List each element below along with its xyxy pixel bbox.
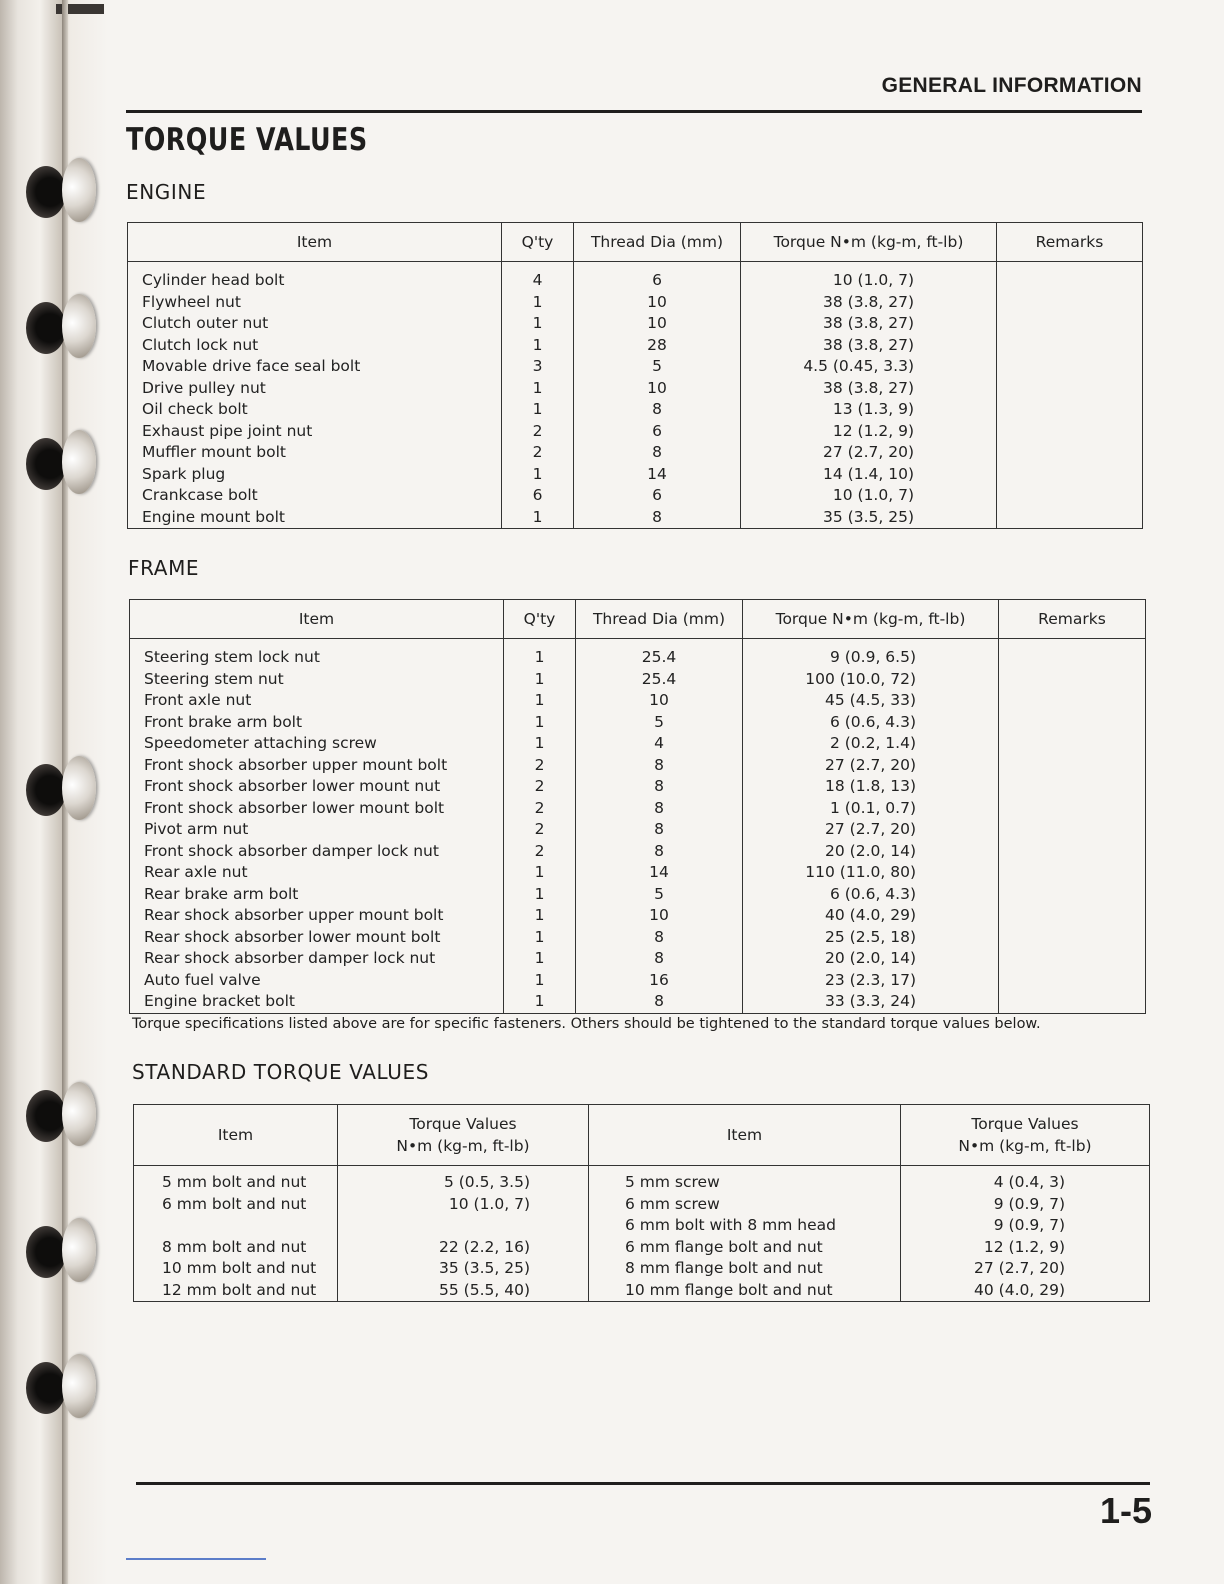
torque-cell: 13 (1.3, 9) — [741, 399, 997, 421]
column-header-remarks: Remarks — [999, 600, 1146, 639]
page-header — [126, 72, 1142, 113]
column-header-item: Item — [128, 223, 502, 262]
remarks-cell — [999, 991, 1146, 1013]
thread-cell: 6 — [574, 262, 741, 292]
qty-cell: 1 — [502, 335, 574, 357]
item-cell: Front shock absorber lower mount bolt — [130, 798, 504, 820]
torque-cell: 9 (0.9, 7) — [901, 1215, 1150, 1237]
remarks-cell — [997, 313, 1143, 335]
qty-cell: 1 — [502, 507, 574, 529]
item-cell: Movable drive face seal bolt — [128, 356, 502, 378]
item-cell: Rear shock absorber lower mount bolt — [130, 927, 504, 949]
remarks-cell — [999, 819, 1146, 841]
torque-cell: 6 (0.6, 4.3) — [743, 884, 999, 906]
thread-cell: 16 — [576, 970, 743, 992]
torque-cell: 40 (4.0, 29) — [901, 1280, 1150, 1302]
engine-title: ENGINE — [126, 180, 207, 204]
thread-cell: 10 — [574, 313, 741, 335]
item-cell: 6 mm bolt and nut — [134, 1194, 338, 1216]
table-row — [130, 639, 1146, 669]
torque-cell: 38 (3.8, 27) — [741, 313, 997, 335]
qty-cell: 1 — [504, 905, 576, 927]
torque-cell: 4.5 (0.45, 3.3) — [741, 356, 997, 378]
table-header-row — [130, 600, 1146, 639]
torque-cell: 27 (2.7, 20) — [901, 1258, 1150, 1280]
torque-cell: 18 (1.8, 13) — [743, 776, 999, 798]
torque-cell: 12 (1.2, 9) — [901, 1237, 1150, 1259]
torque-cell: 27 (2.7, 20) — [743, 819, 999, 841]
remarks-cell — [999, 712, 1146, 734]
torque-cell: 33 (3.3, 24) — [743, 991, 999, 1013]
column-header-torque: Torque N•m (kg-m, ft-lb) — [743, 600, 999, 639]
torque-header-line-2: N•m (kg-m, ft-lb) — [396, 1137, 530, 1155]
table-row — [128, 442, 1143, 464]
item-cell: 6 mm screw — [589, 1194, 901, 1216]
item-cell: Drive pulley nut — [128, 378, 502, 400]
thread-cell: 8 — [576, 755, 743, 777]
table-row — [128, 262, 1143, 292]
torque-cell: 22 (2.2, 16) — [338, 1237, 589, 1259]
remarks-cell — [999, 841, 1146, 863]
remarks-cell — [999, 755, 1146, 777]
binder-ring — [26, 1354, 100, 1420]
remarks-cell — [997, 421, 1143, 443]
table-row — [130, 733, 1146, 755]
thread-cell: 14 — [576, 862, 743, 884]
section-header: GENERAL INFORMATION — [881, 74, 1142, 97]
item-cell: Clutch lock nut — [128, 335, 502, 357]
table-row — [128, 356, 1143, 378]
table-row — [130, 712, 1146, 734]
qty-cell: 1 — [504, 948, 576, 970]
torque-cell: 23 (2.3, 17) — [743, 970, 999, 992]
remarks-cell — [997, 292, 1143, 314]
item-cell: 10 mm bolt and nut — [134, 1258, 338, 1280]
torque-cell: 27 (2.7, 20) — [743, 755, 999, 777]
item-cell: 12 mm bolt and nut — [134, 1280, 338, 1302]
remarks-cell — [999, 798, 1146, 820]
qty-cell: 1 — [502, 378, 574, 400]
torque-cell: 1 (0.1, 0.7) — [743, 798, 999, 820]
thread-cell: 8 — [574, 442, 741, 464]
item-cell: Steering stem nut — [130, 669, 504, 691]
thread-cell: 8 — [576, 927, 743, 949]
torque-note: Torque specifications listed above are for specific fasteners. Others should be tightened to the standard torque values below. — [132, 1016, 1041, 1032]
column-header-item-left: Item — [134, 1105, 338, 1166]
torque-cell: 38 (3.8, 27) — [741, 292, 997, 314]
thread-cell: 8 — [576, 776, 743, 798]
table-row — [128, 464, 1143, 486]
qty-cell: 2 — [504, 841, 576, 863]
thread-cell: 6 — [574, 421, 741, 443]
thread-cell: 25.4 — [576, 669, 743, 691]
thread-cell: 10 — [574, 378, 741, 400]
thread-cell: 8 — [576, 819, 743, 841]
column-header-qty: Q'ty — [504, 600, 576, 639]
item-cell — [134, 1215, 338, 1237]
item-cell: 8 mm bolt and nut — [134, 1237, 338, 1259]
torque-cell: 9 (0.9, 7) — [901, 1194, 1150, 1216]
table-row — [130, 927, 1146, 949]
remarks-cell — [999, 970, 1146, 992]
remarks-cell — [999, 639, 1146, 669]
torque-cell: 10 (1.0, 7) — [741, 262, 997, 292]
qty-cell: 1 — [504, 733, 576, 755]
item-cell: Cylinder head bolt — [128, 262, 502, 292]
table-row — [134, 1194, 1150, 1216]
item-cell: Exhaust pipe joint nut — [128, 421, 502, 443]
torque-cell: 40 (4.0, 29) — [743, 905, 999, 927]
table-header-row — [128, 223, 1143, 262]
table-row — [130, 669, 1146, 691]
qty-cell: 2 — [504, 798, 576, 820]
thread-cell: 5 — [576, 884, 743, 906]
page-tab-marker — [126, 1558, 266, 1560]
binder-ring — [26, 294, 100, 360]
remarks-cell — [999, 862, 1146, 884]
remarks-cell — [997, 335, 1143, 357]
binder-ring — [26, 1218, 100, 1284]
standard-torque-table — [133, 1104, 1150, 1302]
item-cell: Spark plug — [128, 464, 502, 486]
item-cell: Crankcase bolt — [128, 485, 502, 507]
item-cell: Oil check bolt — [128, 399, 502, 421]
qty-cell: 1 — [504, 639, 576, 669]
frame-torque-table — [129, 599, 1146, 1014]
thread-cell: 25.4 — [576, 639, 743, 669]
torque-header-line-1: Torque Values — [971, 1115, 1079, 1133]
standard-title: STANDARD TORQUE VALUES — [132, 1060, 430, 1084]
table-row — [128, 485, 1143, 507]
table-row — [134, 1258, 1150, 1280]
torque-cell: 14 (1.4, 10) — [741, 464, 997, 486]
remarks-cell — [999, 927, 1146, 949]
torque-header-line-1: Torque Values — [409, 1115, 517, 1133]
remarks-cell — [999, 905, 1146, 927]
page-title: TORQUE VALUES — [126, 122, 368, 158]
torque-cell: 110 (11.0, 80) — [743, 862, 999, 884]
torque-cell: 45 (4.5, 33) — [743, 690, 999, 712]
binder-ring — [26, 756, 100, 822]
torque-cell: 6 (0.6, 4.3) — [743, 712, 999, 734]
item-cell: Pivot arm nut — [130, 819, 504, 841]
thread-cell: 4 — [576, 733, 743, 755]
item-cell: 5 mm screw — [589, 1166, 901, 1194]
column-header-remarks: Remarks — [997, 223, 1143, 262]
binder-edge — [0, 0, 112, 1584]
thread-cell: 6 — [574, 485, 741, 507]
table-row — [130, 948, 1146, 970]
thread-cell: 8 — [574, 507, 741, 529]
item-cell: Rear shock absorber damper lock nut — [130, 948, 504, 970]
qty-cell: 2 — [502, 442, 574, 464]
table-row — [130, 776, 1146, 798]
table-row — [128, 421, 1143, 443]
table-row — [128, 313, 1143, 335]
qty-cell: 1 — [502, 464, 574, 486]
torque-cell: 10 (1.0, 7) — [338, 1194, 589, 1216]
qty-cell: 2 — [504, 776, 576, 798]
torque-cell: 55 (5.5, 40) — [338, 1280, 589, 1302]
remarks-cell — [999, 669, 1146, 691]
item-cell: Muffler mount bolt — [128, 442, 502, 464]
column-header-thread: Thread Dia (mm) — [576, 600, 743, 639]
item-cell: Front brake arm bolt — [130, 712, 504, 734]
qty-cell: 1 — [504, 712, 576, 734]
remarks-cell — [997, 399, 1143, 421]
table-row — [130, 991, 1146, 1013]
item-cell: Front shock absorber upper mount bolt — [130, 755, 504, 777]
qty-cell: 1 — [504, 970, 576, 992]
item-cell: 8 mm flange bolt and nut — [589, 1258, 901, 1280]
torque-cell: 38 (3.8, 27) — [741, 335, 997, 357]
remarks-cell — [997, 378, 1143, 400]
qty-cell: 1 — [504, 862, 576, 884]
table-row — [130, 755, 1146, 777]
qty-cell: 1 — [502, 292, 574, 314]
qty-cell: 1 — [502, 399, 574, 421]
column-header-qty: Q'ty — [502, 223, 574, 262]
item-cell: 6 mm bolt with 8 mm head — [589, 1215, 901, 1237]
table-row — [128, 335, 1143, 357]
item-cell: Clutch outer nut — [128, 313, 502, 335]
torque-cell: 2 (0.2, 1.4) — [743, 733, 999, 755]
thread-cell: 8 — [576, 948, 743, 970]
table-row — [130, 884, 1146, 906]
torque-cell: 100 (10.0, 72) — [743, 669, 999, 691]
remarks-cell — [997, 507, 1143, 529]
qty-cell: 2 — [504, 819, 576, 841]
thread-cell: 10 — [576, 690, 743, 712]
table-row — [130, 862, 1146, 884]
table-row — [128, 292, 1143, 314]
item-cell: Front axle nut — [130, 690, 504, 712]
torque-cell: 5 (0.5, 3.5) — [338, 1166, 589, 1194]
binder-ring — [26, 430, 100, 496]
qty-cell: 1 — [504, 991, 576, 1013]
table-row — [130, 798, 1146, 820]
thread-cell: 8 — [574, 399, 741, 421]
torque-cell: 38 (3.8, 27) — [741, 378, 997, 400]
table-row — [130, 690, 1146, 712]
table-row — [128, 507, 1143, 529]
table-row — [130, 819, 1146, 841]
qty-cell: 4 — [502, 262, 574, 292]
torque-cell — [338, 1215, 589, 1237]
item-cell: Speedometer attaching screw — [130, 733, 504, 755]
thread-cell: 10 — [576, 905, 743, 927]
column-header-torque: Torque N•m (kg-m, ft-lb) — [741, 223, 997, 262]
table-row — [134, 1280, 1150, 1302]
table-row — [134, 1237, 1150, 1259]
thread-cell: 8 — [576, 798, 743, 820]
qty-cell: 1 — [504, 690, 576, 712]
item-cell: Rear axle nut — [130, 862, 504, 884]
remarks-cell — [999, 948, 1146, 970]
remarks-cell — [999, 733, 1146, 755]
remarks-cell — [999, 690, 1146, 712]
remarks-cell — [999, 776, 1146, 798]
qty-cell: 3 — [502, 356, 574, 378]
frame-title: FRAME — [128, 556, 200, 580]
torque-cell: 25 (2.5, 18) — [743, 927, 999, 949]
item-cell: 5 mm bolt and nut — [134, 1166, 338, 1194]
torque-header-line-2: N•m (kg-m, ft-lb) — [958, 1137, 1092, 1155]
thread-cell: 5 — [576, 712, 743, 734]
table-row — [130, 841, 1146, 863]
thread-cell: 8 — [576, 841, 743, 863]
footer-rule — [136, 1482, 1150, 1485]
binder-ring — [26, 158, 100, 224]
table-row — [130, 905, 1146, 927]
thread-cell: 8 — [576, 991, 743, 1013]
item-cell: Auto fuel valve — [130, 970, 504, 992]
remarks-cell — [997, 442, 1143, 464]
qty-cell: 1 — [504, 927, 576, 949]
torque-cell: 20 (2.0, 14) — [743, 841, 999, 863]
remarks-cell — [997, 464, 1143, 486]
qty-cell: 2 — [504, 755, 576, 777]
item-cell: Flywheel nut — [128, 292, 502, 314]
item-cell: Steering stem lock nut — [130, 639, 504, 669]
item-cell: Rear shock absorber upper mount bolt — [130, 905, 504, 927]
item-cell: 6 mm flange bolt and nut — [589, 1237, 901, 1259]
thread-cell: 10 — [574, 292, 741, 314]
torque-cell: 27 (2.7, 20) — [741, 442, 997, 464]
item-cell: Front shock absorber damper lock nut — [130, 841, 504, 863]
column-header-torque-right — [901, 1105, 1150, 1166]
column-header-item: Item — [130, 600, 504, 639]
torque-cell: 10 (1.0, 7) — [741, 485, 997, 507]
qty-cell: 2 — [502, 421, 574, 443]
thread-cell: 5 — [574, 356, 741, 378]
torque-cell: 12 (1.2, 9) — [741, 421, 997, 443]
table-row — [134, 1166, 1150, 1194]
table-row — [130, 970, 1146, 992]
table-row — [128, 378, 1143, 400]
torque-cell: 9 (0.9, 6.5) — [743, 639, 999, 669]
item-cell: Front shock absorber lower mount nut — [130, 776, 504, 798]
item-cell: Engine mount bolt — [128, 507, 502, 529]
remarks-cell — [999, 884, 1146, 906]
thread-cell: 28 — [574, 335, 741, 357]
engine-torque-table — [127, 222, 1143, 529]
table-row — [128, 399, 1143, 421]
qty-cell: 1 — [504, 669, 576, 691]
item-cell: Engine bracket bolt — [130, 991, 504, 1013]
qty-cell: 1 — [504, 884, 576, 906]
torque-cell: 35 (3.5, 25) — [338, 1258, 589, 1280]
column-header-item-right: Item — [589, 1105, 901, 1166]
column-header-torque-left — [338, 1105, 589, 1166]
table-row — [134, 1215, 1150, 1237]
item-cell: 10 mm flange bolt and nut — [589, 1280, 901, 1302]
table-header-row — [134, 1105, 1150, 1166]
item-cell: Rear brake arm bolt — [130, 884, 504, 906]
column-header-thread: Thread Dia (mm) — [574, 223, 741, 262]
thread-cell: 14 — [574, 464, 741, 486]
remarks-cell — [997, 262, 1143, 292]
torque-cell: 35 (3.5, 25) — [741, 507, 997, 529]
page-number: 1-5 — [1099, 1490, 1152, 1531]
torque-cell: 4 (0.4, 3) — [901, 1166, 1150, 1194]
binder-ring — [26, 1082, 100, 1148]
remarks-cell — [997, 485, 1143, 507]
qty-cell: 6 — [502, 485, 574, 507]
torque-cell: 20 (2.0, 14) — [743, 948, 999, 970]
qty-cell: 1 — [502, 313, 574, 335]
remarks-cell — [997, 356, 1143, 378]
